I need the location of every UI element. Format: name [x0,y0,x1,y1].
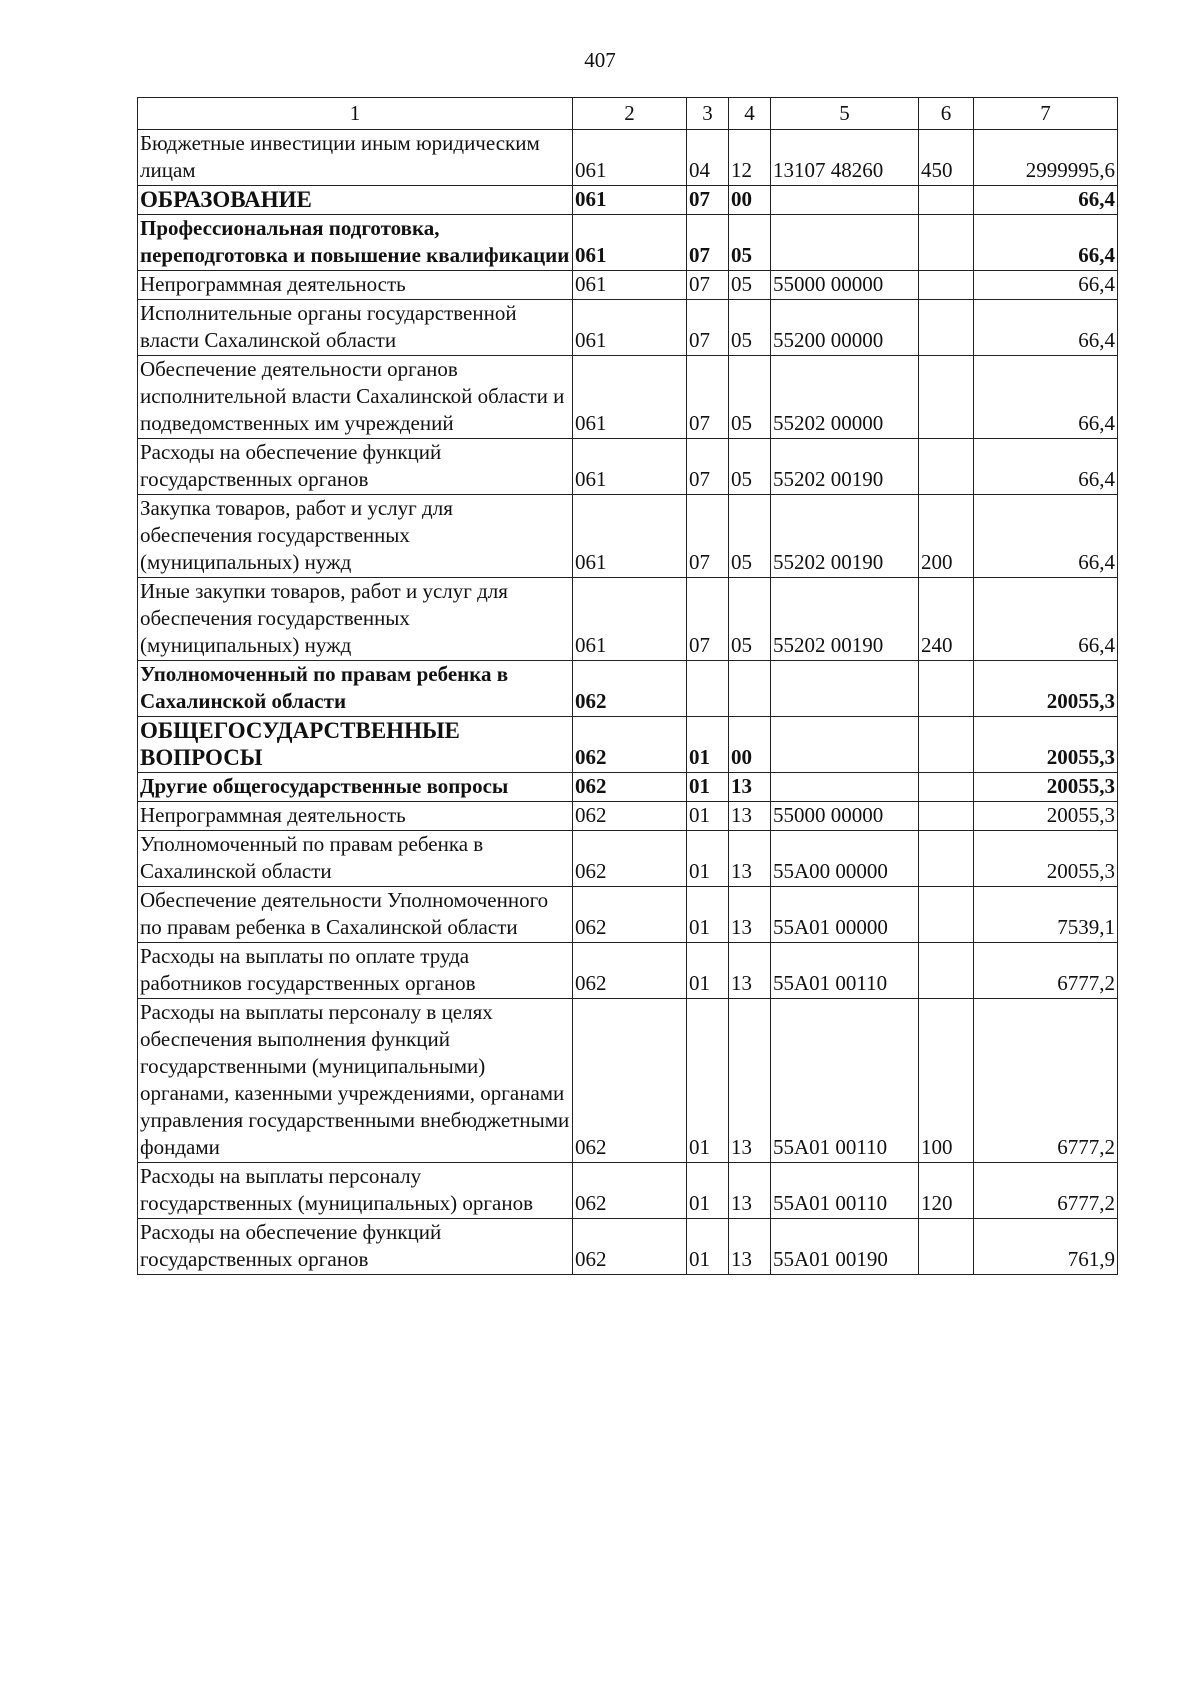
subsection-code: 13 [729,802,771,831]
line-item-name: Обеспечение деятельности органов исполнительной власти Сахалинской области и подведомственных им учреждений [138,356,573,439]
subsection-code: 05 [729,495,771,578]
table-row [138,802,1118,831]
table-row [138,999,1118,1163]
amount: 6777,2 [974,1163,1118,1219]
section-code: 07 [687,271,729,300]
amount: 20055,3 [974,802,1118,831]
subsection-code: 13 [729,943,771,999]
table-row [138,661,1118,717]
target-article-code: 55000 00000 [771,802,919,831]
section-code: 07 [687,578,729,661]
target-article-code [771,186,919,215]
ministry-code: 062 [573,943,687,999]
amount: 2999995,6 [974,130,1118,186]
target-article-code: 55202 00190 [771,495,919,578]
subsection-code: 13 [729,831,771,887]
section-code: 01 [687,717,729,773]
page-number: 407 [584,48,616,72]
target-article-code: 13107 48260 [771,130,919,186]
expense-type-code [919,887,974,943]
section-code: 07 [687,356,729,439]
subsection-code: 00 [729,186,771,215]
subsection-code [729,661,771,717]
subsection-code: 12 [729,130,771,186]
ministry-code: 062 [573,661,687,717]
ministry-code: 061 [573,130,687,186]
amount: 6777,2 [974,943,1118,999]
subsection-code: 05 [729,356,771,439]
expense-type-code [919,1219,974,1275]
subsection-code: 05 [729,300,771,356]
ministry-code: 062 [573,717,687,773]
ministry-code: 062 [573,999,687,1163]
table-row [138,831,1118,887]
line-item-name: Расходы на выплаты персоналу государственных (муниципальных) органов [138,1163,573,1219]
header-col-4: 4 [729,98,771,130]
target-article-code: 55202 00190 [771,578,919,661]
subsection-code: 13 [729,1163,771,1219]
table-row [138,943,1118,999]
section-code: 01 [687,773,729,802]
expense-type-code: 450 [919,130,974,186]
ministry-code: 061 [573,439,687,495]
section-code: 01 [687,1219,729,1275]
line-item-name: Непрограммная деятельность [138,271,573,300]
table-row [138,356,1118,439]
ministry-code: 061 [573,186,687,215]
target-article-code: 55А01 00110 [771,943,919,999]
table-body [138,130,1118,1275]
line-item-name: Уполномоченный по правам ребенка в Сахалинской области [138,831,573,887]
ministry-code: 061 [573,356,687,439]
expense-type-code [919,717,974,773]
expense-type-code [919,439,974,495]
expense-type-code [919,661,974,717]
line-item-name: Обеспечение деятельности Уполномоченного по правам ребенка в Сахалинской области [138,887,573,943]
target-article-code: 55А01 00110 [771,1163,919,1219]
table-row [138,439,1118,495]
amount: 20055,3 [974,661,1118,717]
expense-type-code [919,271,974,300]
subsection-code: 13 [729,1219,771,1275]
amount: 20055,3 [974,717,1118,773]
table-row [138,271,1118,300]
expense-type-code [919,215,974,271]
line-item-name: Другие общегосударственные вопросы [138,773,573,802]
ministry-code: 062 [573,1219,687,1275]
expense-type-code [919,356,974,439]
expense-type-code [919,943,974,999]
header-col-6: 6 [919,98,974,130]
table-row [138,1163,1118,1219]
budget-table [137,97,1118,1275]
ministry-code: 061 [573,495,687,578]
amount: 20055,3 [974,773,1118,802]
subsection-code: 13 [729,999,771,1163]
section-code: 01 [687,802,729,831]
amount: 66,4 [974,215,1118,271]
subsection-code: 00 [729,717,771,773]
ministry-code: 061 [573,215,687,271]
line-item-name: Расходы на обеспечение функций государственных органов [138,1219,573,1275]
section-code: 01 [687,943,729,999]
target-article-code: 55000 00000 [771,271,919,300]
ministry-code: 062 [573,831,687,887]
table-row [138,186,1118,215]
target-article-code [771,215,919,271]
line-item-name: Уполномоченный по правам ребенка в Сахалинской области [138,661,573,717]
amount: 6777,2 [974,999,1118,1163]
subsection-code: 13 [729,773,771,802]
target-article-code: 55А01 00110 [771,999,919,1163]
table-row [138,578,1118,661]
section-code: 07 [687,300,729,356]
line-item-name: Бюджетные инвестиции иным юридическим лицам [138,130,573,186]
amount: 66,4 [974,356,1118,439]
section-code: 01 [687,999,729,1163]
section-code: 01 [687,887,729,943]
target-article-code: 55А01 00190 [771,1219,919,1275]
subsection-code: 13 [729,887,771,943]
line-item-name: Профессиональная подготовка, переподготовка и повышение квалификации [138,215,573,271]
section-code: 04 [687,130,729,186]
table-row [138,887,1118,943]
section-code: 07 [687,215,729,271]
table-row [138,495,1118,578]
subsection-code: 05 [729,439,771,495]
amount: 761,9 [974,1219,1118,1275]
table-row [138,773,1118,802]
expense-type-code [919,300,974,356]
header-col-1: 1 [138,98,573,130]
table-row [138,300,1118,356]
line-item-name: Закупка товаров, работ и услуг для обеспечения государственных (муниципальных) нужд [138,495,573,578]
header-col-2: 2 [573,98,687,130]
subsection-code: 05 [729,271,771,300]
ministry-code: 062 [573,773,687,802]
line-item-name: Расходы на выплаты персоналу в целях обеспечения выполнения функций государственными (муниципальными) органами, казенными учреждениями, органами управления государственными внебюджетными фондами [138,999,573,1163]
target-article-code: 55200 00000 [771,300,919,356]
header-col-3: 3 [687,98,729,130]
table-row [138,1219,1118,1275]
target-article-code [771,717,919,773]
header-col-5: 5 [771,98,919,130]
expense-type-code: 200 [919,495,974,578]
table-row [138,215,1118,271]
target-article-code [771,773,919,802]
section-code: 07 [687,186,729,215]
amount: 66,4 [974,300,1118,356]
amount: 7539,1 [974,887,1118,943]
line-item-name: ОБРАЗОВАНИЕ [138,186,573,215]
ministry-code: 061 [573,271,687,300]
section-code: 01 [687,831,729,887]
section-code: 07 [687,439,729,495]
line-item-name: ОБЩЕГОСУДАРСТВЕННЫЕ ВОПРОСЫ [138,717,573,773]
ministry-code: 062 [573,887,687,943]
line-item-name: Непрограммная деятельность [138,802,573,831]
amount: 20055,3 [974,831,1118,887]
target-article-code: 55А00 00000 [771,831,919,887]
line-item-name: Иные закупки товаров, работ и услуг для обеспечения государственных (муниципальных) нужд [138,578,573,661]
section-code: 01 [687,1163,729,1219]
target-article-code: 55202 00000 [771,356,919,439]
expense-type-code: 120 [919,1163,974,1219]
expense-type-code [919,831,974,887]
table-row [138,130,1118,186]
target-article-code: 55А01 00000 [771,887,919,943]
table-row [138,717,1118,773]
section-code [687,661,729,717]
line-item-name: Расходы на выплаты по оплате труда работников государственных органов [138,943,573,999]
expense-type-code: 240 [919,578,974,661]
expense-type-code [919,802,974,831]
amount: 66,4 [974,495,1118,578]
amount: 66,4 [974,186,1118,215]
expense-type-code [919,186,974,215]
expense-type-code [919,773,974,802]
expense-type-code: 100 [919,999,974,1163]
header-col-7: 7 [974,98,1118,130]
amount: 66,4 [974,439,1118,495]
ministry-code: 062 [573,802,687,831]
target-article-code [771,661,919,717]
target-article-code: 55202 00190 [771,439,919,495]
amount: 66,4 [974,271,1118,300]
ministry-code: 061 [573,300,687,356]
ministry-code: 062 [573,1163,687,1219]
subsection-code: 05 [729,578,771,661]
line-item-name: Исполнительные органы государственной власти Сахалинской области [138,300,573,356]
header-row [138,98,1118,130]
section-code: 07 [687,495,729,578]
amount: 66,4 [974,578,1118,661]
subsection-code: 05 [729,215,771,271]
line-item-name: Расходы на обеспечение функций государственных органов [138,439,573,495]
ministry-code: 061 [573,578,687,661]
